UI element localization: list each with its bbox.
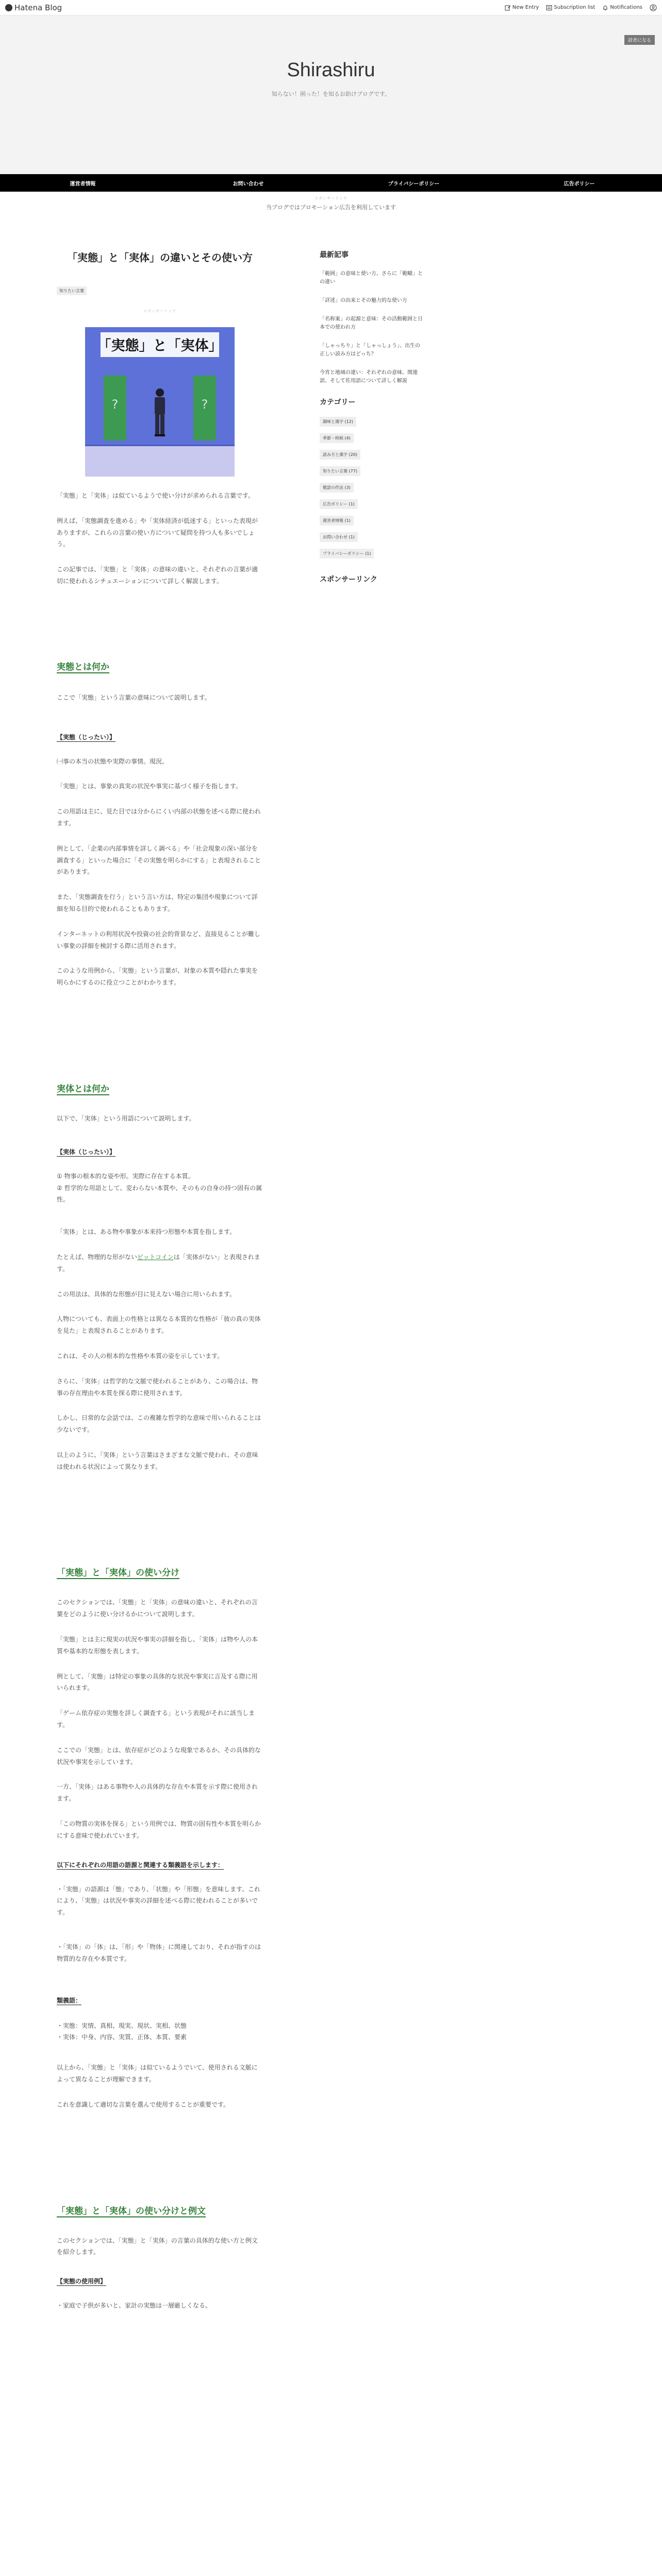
hatena-blog-logo[interactable] (5, 3, 62, 12)
s1-p3: 例として、「企業の内部事情を詳しく調べる」や「社会現象の深い部分を調査する」といった場合に「その実態を明らかにする」と表現されることがあります。 (57, 844, 261, 876)
notifications-button[interactable] (602, 5, 642, 11)
s2-p6: さらに、「実体」は哲学的な文脈で使われることがあり、この場合は、物事の存在理由や本質を探る際に使用されます。 (57, 1377, 258, 1397)
promo-sponsor-label: スポンサーリンク (315, 196, 347, 200)
s1-definition: ㈠事の本当の状態や実際の事情。現況。 (57, 757, 169, 765)
hatena-topbar (0, 0, 662, 15)
global-nav (0, 174, 662, 192)
s2-p5: これは、その人の根本的な性格や本質の姿を示しています。 (57, 1352, 224, 1360)
s2-p2-after: は「実体がない」と表現されます。 (57, 1253, 260, 1273)
s4-intro: このセクションでは、「実態」と「実体」の言葉の具体的な使い方と例文を紹介します。 (57, 2236, 258, 2256)
s2-p2-before: たとえば、物理的な形がない (57, 1253, 138, 1261)
s2-p8: 以上のように、「実体」という言葉はさまざまな文脈で使われ、その意味は使われる状況によって異なります。 (57, 1451, 258, 1470)
article-category-tag[interactable]: 知りたい言葉 (57, 286, 87, 295)
hatena-logo-icon (5, 4, 12, 11)
s1-p4: また、「実態調査を行う」という言い方は、特定の集団や現象について詳細を知る目的で使われることもあります。 (57, 893, 258, 912)
list-icon (546, 5, 552, 11)
category-chip[interactable]: お問い合わせ (1) (320, 532, 358, 542)
bell-icon (602, 5, 608, 11)
s3-closing-2: これを意識して適切な言葉を選んで使用することが重要です。 (57, 2100, 230, 2108)
s2-p7: しかし、日常的な会話では、この複雑な哲学的な意味で用いられることは少ないです。 (57, 1414, 261, 1434)
recent-post-link[interactable]: 「しゃっちり」と「しゃっしょう」、出生の正しい読み方はどっち？ (320, 343, 420, 357)
s3-kanji-p2: ・「実体」の「体」は、「形」や「物体」に関連しており、それが指すのは物質的な存在や本質です。 (57, 1943, 261, 1962)
s2-p1: 「実体」とは、ある物や事象が本来持つ形態や本質を指します。 (57, 1228, 236, 1236)
s1-p2: この用語は主に、見た目では分からにくい内部の状態を述べる際に使われます。 (57, 808, 261, 827)
recent-posts-heading: 最新記事 (320, 251, 349, 259)
categories-heading: カテゴリー (320, 398, 356, 406)
svg-text:?: ? (111, 397, 119, 412)
s2-p3: この用法は、具体的な形態が目に見えない場合に用いられます。 (57, 1290, 236, 1298)
s2-intro: 以下で、「実体」という用語について説明します。 (57, 1114, 195, 1122)
s2-p2 (57, 1251, 263, 1275)
subscribe-reader-button[interactable]: 読者になる (624, 35, 655, 45)
intro-p1: 「実態」と「実体」は似ているようで使い分けが求められる言葉です。 (57, 492, 255, 499)
category-chip[interactable]: 広告ポリシー (1) (320, 499, 358, 509)
recent-post-link[interactable]: 「名称案」の起源と意味：その活動範囲と日本での使われ方 (320, 316, 423, 330)
nav-item-privacy[interactable]: プライバシーポリシー (388, 181, 440, 187)
category-chip[interactable]: 読み方と漢字 (20) (320, 450, 360, 460)
bitcoin-link[interactable]: ビットコイン (137, 1253, 174, 1261)
recent-post-link[interactable]: 「範囲」の意味と使い方、さらに「範疇」との違い (320, 271, 423, 285)
pencil-icon (505, 5, 511, 11)
section-heading-jittai-substance: 実体とは何か (57, 1083, 109, 1094)
s1-reading: 【実態（じったい）】 (57, 733, 116, 741)
blog-title[interactable]: Shirashiru (287, 59, 375, 81)
section-heading-examples: 「実態」と「実体」の使い分けと例文 (57, 2206, 206, 2216)
s2-definition-2: ② 哲学的な用語として、変わらない本質や、そのもの自身の持つ固有の属性。 (57, 1184, 262, 1204)
s3-kanji-p1: ・「実態」の語源は「態」であり、「状態」や「形態」を意味します。これにより、「実態」は状況や事実の詳細を述べる際に使われることが多いです。 (57, 1885, 261, 1917)
section-heading-usage: 「実態」と「実体」の使い分け (57, 1568, 179, 1579)
s2-definition-1: ① 物事の根本的な姿や形。実際に存在する本質。 (57, 1172, 194, 1180)
section-heading-jittai: 実態とは何か (57, 662, 109, 672)
promo-notice: 当ブログではプロモーション広告を利用しています (266, 204, 396, 211)
s2-reading: 【実体（じったい）】 (57, 1148, 116, 1156)
s3-p2: 「実態」とは主に現実の状況や事実の詳細を指し、「実体」は物や人の本質や基本的な形態を表します。 (57, 1636, 258, 1655)
svg-text:?: ? (201, 397, 208, 412)
s1-p1: 「実態」とは、事象の真実の状況や事実に基づく様子を指します。 (57, 783, 242, 790)
s3-synonyms-1: ・実態：実情、真相、現実、現状、実相、状態 (57, 2022, 187, 2029)
s3-p3: 例として、「実態」は特定の事象の具体的な状況や事実に言及する際に用いられます。 (57, 1672, 258, 1692)
subscription-list-label: Subscription list (554, 5, 595, 10)
blog-description: 知らない！困った！を知るお助けブログです。 (271, 91, 391, 97)
s3-p6: 一方、「実体」はある事物や人の具体的な存在や本質を示す際に使用されます。 (57, 1783, 258, 1803)
category-chip[interactable]: 知りたい言葉 (77) (320, 466, 360, 476)
category-chip[interactable]: 運営者情報 (1) (320, 516, 354, 526)
s3-p5: ここでの「実態」とは、依存症がどのような現象であるか、その具体的な状況や事実を示しています。 (57, 1746, 261, 1766)
s3-synonyms-heading: 類義語： (57, 1996, 82, 2004)
s3-p1: このセクションでは、「実態」と「実体」の意味の違いと、それぞれの言葉をどのように使い分けるかについて説明します。 (57, 1599, 258, 1618)
notifications-label: Notifications (610, 5, 642, 10)
hatena-logo-text: Hatena Blog (14, 3, 62, 12)
s4-example-1: ・家庭で子供が多いと、家計の実態は一層厳しくなる。 (57, 2302, 212, 2310)
nav-item-contact[interactable]: お問い合わせ (233, 181, 264, 187)
s3-closing-1: 以上から、「実態」と「実体」は似ているようでいて、使用される文脈によって異なることが理解できます。 (57, 2064, 258, 2083)
new-entry-label: New Entry (512, 5, 539, 10)
intro-p3: この記事では、「実態」と「実体」の意味の違いと、それぞれの言葉が適切に使われるシチュエーションについて詳しく解説します。 (57, 566, 258, 585)
eyecatch-image (85, 327, 235, 477)
category-chip[interactable]: 季節・時候 (4) (320, 433, 354, 443)
eyecatch-title: 「実態」と「実体」 (97, 338, 223, 354)
blog-header (0, 15, 662, 174)
user-avatar-icon[interactable] (650, 4, 657, 11)
article-sponsor-label: スポンサーリンク (143, 309, 176, 313)
nav-item-ad-policy[interactable]: 広告ポリシー (564, 181, 595, 187)
s1-p6: このような用例から、「実態」という言葉が、対象の本質や隠れた事実を明らかにするのに役立つことがわかります。 (57, 967, 258, 987)
s4-subheading: 【実態の使用例】 (57, 2278, 107, 2285)
intro-p2: 例えば、「実態調査を進める」や「実体経済が低迷する」といった表現がありますが、これらの言葉の使い方について疑問を持つ人も多いでしょう。 (57, 517, 258, 548)
recent-post-link[interactable]: 今宵と地域の違い：それぞれの意味、関連語、そして佐用語について詳しく解説 (320, 370, 418, 384)
sidebar (320, 249, 423, 2312)
recent-posts-list (320, 270, 423, 385)
sidebar-sponsor-heading: スポンサーリンク (320, 575, 377, 584)
s1-p5: インターネットの利用状況や投資の社会的背景など、直接見ることが難しい事象の詳細を検討する際に活用されます。 (57, 930, 260, 950)
subscription-list-button[interactable] (546, 5, 595, 11)
new-entry-button[interactable] (505, 5, 539, 11)
nav-item-operator[interactable]: 運営者情報 (70, 181, 96, 187)
article (57, 249, 263, 2312)
categories-list (320, 415, 423, 564)
s3-synonyms-2: ・実体：中身、内容、実質、正体、本質、要素 (57, 2033, 187, 2041)
s2-p4: 人物についても、表面上の性格とは異なる本質的な性格が「彼の真の実体を見た」と表現されることがあります。 (57, 1315, 261, 1335)
recent-post-link[interactable]: 「詳述」の由来とその魅力的な使い方 (320, 298, 407, 303)
category-chip[interactable]: 敬語の作法 (3) (320, 483, 354, 493)
s3-p7: 「この物質の実体を探る」という用例では、物質の固有性や本質を明らかにする意味で使われています。 (57, 1820, 261, 1839)
s3-kanji-heading: 以下にそれぞれの用語の語源と関連する類義語を示します： (57, 1861, 224, 1869)
category-chip[interactable]: プライバシーポリシー (1) (320, 549, 374, 558)
article-title: 「実態」と「実体」の違いとその使い方 (67, 251, 253, 264)
s3-p4: 「ゲーム依存症の実態を詳しく調査する」という表現がそれに該当します。 (57, 1709, 255, 1729)
s1-intro: ここで「実態」という言葉の意味について説明します。 (57, 693, 211, 701)
category-chip[interactable]: 調味と漢字 (12) (320, 417, 356, 427)
